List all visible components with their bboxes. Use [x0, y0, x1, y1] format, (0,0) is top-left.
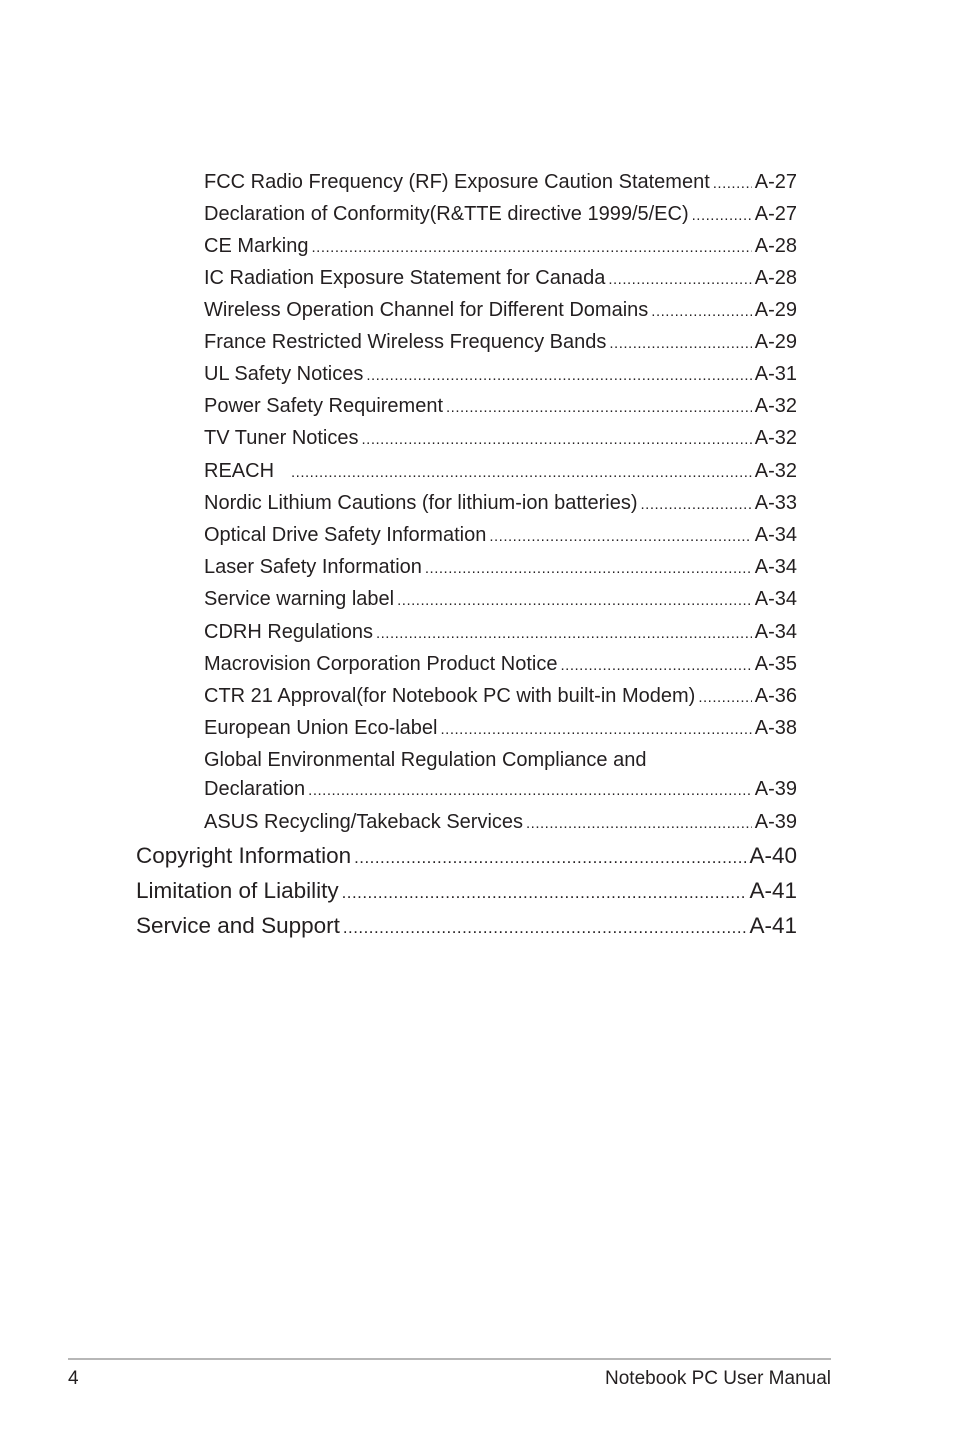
dot-leader	[311, 239, 751, 256]
toc-entry-page: A-31	[754, 363, 797, 385]
toc-entry-title: Copyright Information	[136, 843, 352, 868]
toc-entry-title: IC Radiation Exposure Statement for Canada	[204, 267, 606, 289]
toc-entry-title: CE Marking	[204, 235, 309, 257]
toc-entry-title: UL Safety Notices	[204, 363, 364, 385]
toc-entry-title: Wireless Operation Channel for Different Domains	[204, 299, 649, 321]
dot-leader	[651, 303, 751, 320]
toc-entry-page: A-32	[754, 395, 797, 417]
toc-main-entry[interactable]	[136, 843, 797, 869]
dot-leader	[308, 782, 752, 799]
dot-leader	[561, 657, 752, 674]
dot-leader	[608, 271, 751, 288]
toc-entry-title: Optical Drive Safety Information	[204, 524, 487, 546]
dot-leader	[441, 721, 752, 738]
toc-entry[interactable]	[204, 685, 797, 708]
dot-leader	[692, 207, 752, 224]
toc-entry-title: Macrovision Corporation Product Notice	[204, 653, 558, 675]
toc-entry[interactable]	[204, 524, 797, 547]
toc-entry-page: A-29	[754, 299, 797, 321]
toc-entry-page: A-39	[754, 778, 797, 800]
toc-entry[interactable]	[204, 717, 797, 740]
toc-entry[interactable]	[204, 492, 797, 515]
toc-entry-page: A-27	[754, 171, 797, 193]
toc-entry-page: A-34	[754, 524, 797, 546]
toc-entry-title: European Union Eco-label	[204, 717, 438, 739]
dot-leader	[609, 335, 751, 352]
toc-entry-page: A-40	[749, 843, 797, 868]
footer-manual-title: Notebook PC User Manual	[605, 1368, 831, 1389]
toc-entry-page: A-32	[754, 460, 797, 482]
toc-entry-title: FCC Radio Frequency (RF) Exposure Caution Statement	[204, 171, 710, 193]
toc-entry[interactable]	[204, 778, 797, 801]
toc-entry[interactable]	[204, 427, 797, 450]
toc-entry-title: Nordic Lithium Cautions (for lithium-ion batteries)	[204, 492, 638, 514]
toc-entry[interactable]	[204, 588, 797, 611]
toc-entry-title: TV Tuner Notices	[204, 427, 359, 449]
toc-entry-page: A-35	[754, 653, 797, 675]
toc-main-entry[interactable]	[136, 878, 797, 904]
dot-leader	[343, 918, 747, 938]
dot-leader	[489, 528, 751, 545]
toc-entry-page: A-28	[754, 267, 797, 289]
toc-entry[interactable]	[204, 621, 797, 644]
dot-leader	[354, 848, 746, 868]
toc-entry-title: REACH	[204, 460, 275, 482]
toc-entry[interactable]	[204, 235, 797, 258]
toc-entry-page: A-29	[754, 331, 797, 353]
toc-entry-title: CTR 21 Approval(for Notebook PC with built-in Modem)	[204, 685, 696, 707]
dot-leader	[376, 625, 752, 642]
toc-entry-page: A-33	[754, 492, 797, 514]
toc-entry[interactable]	[204, 363, 797, 386]
dot-leader	[342, 883, 747, 903]
toc-entry-title: Service and Support	[136, 913, 340, 938]
dot-leader	[362, 431, 752, 448]
dot-leader	[713, 175, 752, 192]
toc-entry-page: A-41	[749, 878, 797, 903]
toc-entry-title: Power Safety Requirement	[204, 395, 444, 417]
toc-entry-title: Laser Safety Information	[204, 556, 422, 578]
toc-entry-title: France Restricted Wireless Frequency Bands	[204, 331, 607, 353]
dot-leader	[366, 367, 751, 384]
toc-entry[interactable]	[204, 203, 797, 226]
toc-entry-page: A-41	[749, 913, 797, 938]
toc-entry-page: A-34	[754, 556, 797, 578]
toc-entry-title: Declaration	[204, 778, 306, 800]
toc-entry-page: A-39	[754, 811, 797, 833]
toc-entry-title: Limitation of Liability	[136, 878, 339, 903]
toc-entry-title: ASUS Recycling/Takeback Services	[204, 811, 524, 833]
toc-entry-page: A-38	[754, 717, 797, 739]
toc-entry-title: CDRH Regulations	[204, 621, 373, 643]
toc-entry-page: A-34	[754, 588, 797, 610]
dot-leader	[698, 689, 751, 706]
toc-entry[interactable]	[204, 267, 797, 290]
toc-entry[interactable]	[204, 395, 797, 418]
toc-entry-title: Service warning label	[204, 588, 395, 610]
dot-leader	[291, 464, 752, 481]
dot-leader	[397, 592, 752, 609]
toc-entry[interactable]	[204, 653, 797, 676]
toc-entry[interactable]	[204, 556, 797, 579]
toc-entry[interactable]	[204, 299, 797, 322]
toc-entry-title-line1: Global Environmental Regulation Compliance and	[204, 749, 647, 771]
dot-leader	[446, 399, 752, 416]
toc-main-entry[interactable]	[136, 913, 797, 939]
toc-entry[interactable]	[204, 331, 797, 354]
toc-entry-title: Declaration of Conformity(R&TTE directive 1999/5/EC)	[204, 203, 689, 225]
footer-divider	[68, 1358, 831, 1360]
toc-entry-page: A-32	[754, 427, 797, 449]
footer-page-number: 4	[68, 1368, 79, 1389]
toc-entry-page: A-28	[754, 235, 797, 257]
toc-entry[interactable]	[204, 811, 797, 834]
dot-leader	[425, 560, 752, 577]
toc-entry-page: A-36	[754, 685, 797, 707]
toc-entry-page: A-34	[754, 621, 797, 643]
toc-entry-page: A-27	[754, 203, 797, 225]
dot-leader	[526, 815, 752, 832]
toc-entry[interactable]	[204, 171, 797, 194]
dot-leader	[641, 496, 752, 513]
toc-entry[interactable]	[204, 460, 797, 483]
